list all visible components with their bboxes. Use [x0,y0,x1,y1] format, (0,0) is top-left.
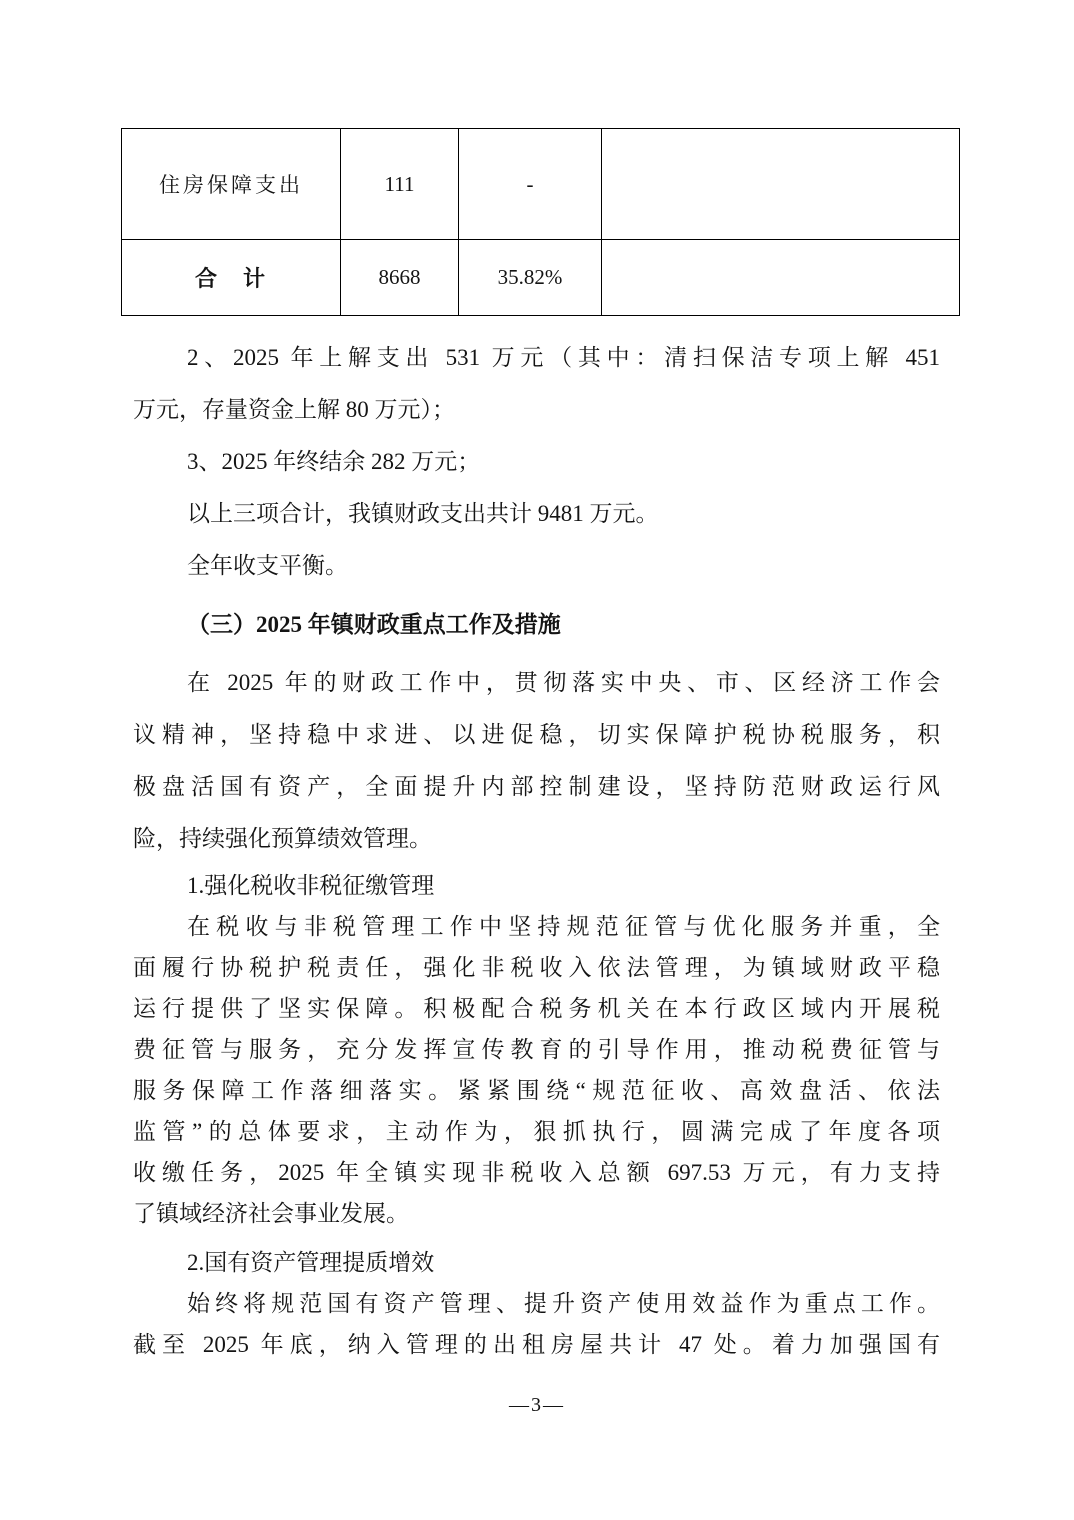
text-line: 监管”的总体要求，主动作为，狠抓执行，圆满完成了年度各项 [133,1119,940,1144]
text-line: 运行提供了坚实保障。积极配合税务机关在本行政区域内开展税 [133,996,940,1021]
budget-expenditure-table [121,128,960,316]
text-line: 在税收与非税管理工作中坚持规范征管与优化服务并重，全 [187,914,940,939]
table-cell-total-amount: 8668 [341,240,459,316]
table-cell-remark [602,129,960,240]
table-cell-total-label: 合 计 [122,240,341,316]
text-line: 了镇域经济社会事业发展。 [133,1201,409,1226]
table-cell-total-percentage: 35.82% [459,240,602,316]
subsection-heading-1: 1.强化税收非税征缴管理 [187,873,435,898]
table-row [122,129,960,240]
text-line: 费征管与服务，充分发挥宣传教育的引导作用，推动税费征管与 [133,1037,940,1062]
table-cell-percentage: - [459,129,602,240]
text-line: 3、2025 年终结余 282 万元； [187,449,481,474]
text-line: 收缴任务，2025 年全镇实现非税收入总额 697.53 万元，有力支持 [133,1160,940,1185]
text-line: 截至 2025 年底，纳入管理的出租房屋共计 47 处。着力加强国有 [133,1332,941,1357]
table-row-total [122,240,960,316]
text-line: 服务保障工作落细落实。紧紧围绕“规范征收、高效盘活、依法 [133,1078,940,1103]
document-body [133,332,940,1365]
text-line: 险，持续强化预算绩效管理。 [133,826,432,851]
section-heading-3: （三）2025 年镇财政重点工作及措施 [187,612,561,637]
text-line: 以上三项合计，我镇财政支出共计 9481 万元。 [187,501,659,526]
table-cell-amount: 111 [341,129,459,240]
text-line: 面履行协税护税责任，强化非税收入依法管理，为镇域财政平稳 [133,955,940,980]
text-line: 始终将规范国有资产管理、提升资产使用效益作为重点工作。 [187,1291,940,1316]
text-line: 全年收支平衡。 [187,553,348,578]
subsection-heading-2: 2.国有资产管理提质增效 [187,1250,435,1275]
text-line: 万元，存量资金上解 80 万元）； [133,397,455,422]
table-cell-total-remark [602,240,960,316]
footer-page-number: —3— [509,1394,565,1416]
text-line: 在 2025 年的财政工作中，贯彻落实中央、市、区经济工作会 [187,670,940,695]
text-line: 2、2025 年上解支出 531 万元（其中：清扫保洁专项上解 451 [187,345,940,370]
text-line: 议精神，坚持稳中求进、以进促稳，切实保障护税协税服务，积 [133,722,940,747]
table-cell-category: 住房保障支出 [122,129,341,240]
text-line: 极盘活国有资产，全面提升内部控制建设，坚持防范财政运行风 [133,774,940,799]
